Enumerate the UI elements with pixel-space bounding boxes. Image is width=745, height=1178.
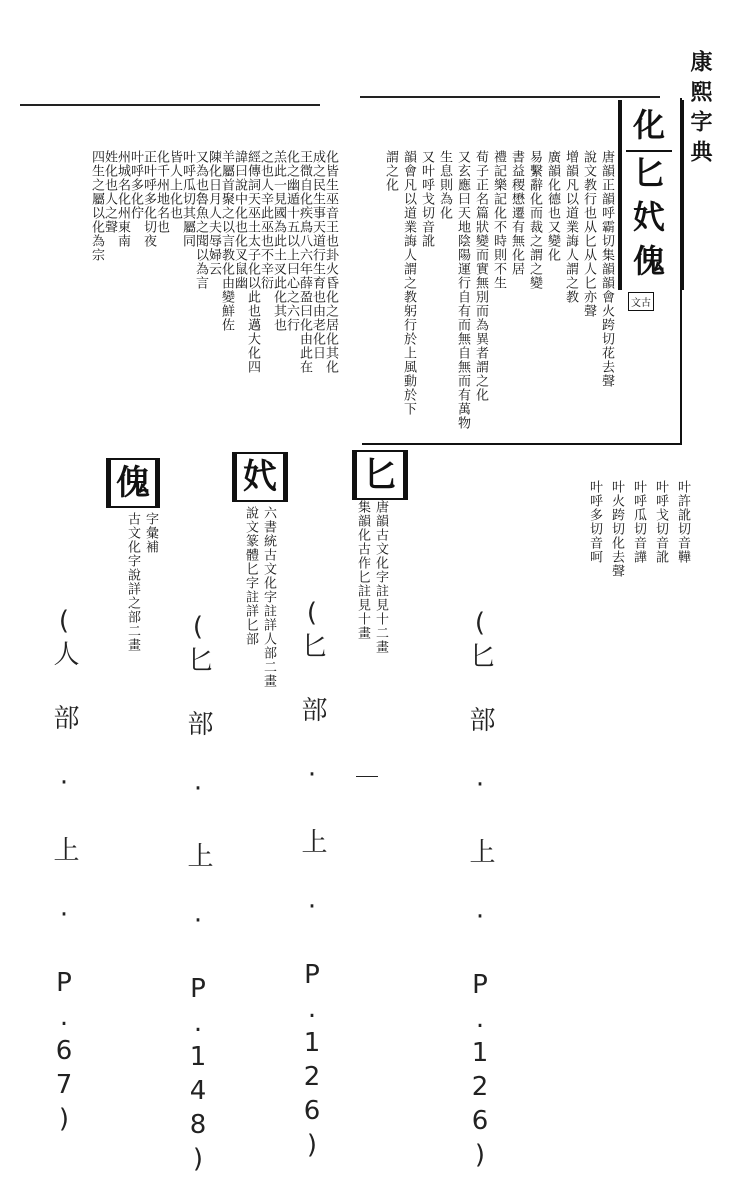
right-column: 易繫辭化而裁之謂之變 (527, 150, 542, 290)
right-text-block (370, 150, 614, 435)
left-column: 化之幽遁十五以上曰心之六行 (284, 150, 299, 332)
left-column: 化千州地名也 (154, 150, 169, 234)
bottom-rule (356, 776, 378, 777)
left-text-block (88, 150, 338, 440)
right-column: 書益稷懋遷有無化居 (509, 150, 524, 276)
right-column: 生息則為化 (437, 150, 452, 220)
left-column: 叶呼多化佇 (128, 150, 143, 220)
top-rule-left (20, 104, 320, 106)
right-column: 又玄應曰天地陰陽運行自有而無自無而有萬物 (455, 150, 470, 430)
bottom-headword-2: 㚤 (232, 452, 288, 502)
left-column: 王㣲自化疾鳥八六年薛盈曰化由此在 (297, 150, 312, 374)
bottom-entry-column: 集韻化古作匕註見十畫 (355, 500, 370, 640)
left-column: 又為也魯魚之聞以為言 (193, 150, 208, 290)
bottom-entry-column: 六書統古文化字註詳人部二畫 (261, 506, 276, 688)
bottom-headword-1: 傀 (106, 458, 160, 508)
left-column: 陳化日月人夫辱婦云 (206, 150, 221, 276)
left-column: 四生之屬以化為宗 (89, 150, 104, 262)
handwritten-note-3: (匕 部 · 上 · P.126) (297, 598, 327, 1164)
left-column: 羊屬首聚之以言教化由變鮮佐 (219, 150, 234, 332)
headword-column (618, 100, 684, 290)
right-column: 說文教行也从匕从人匕亦聲 (581, 150, 596, 318)
left-column: 正叶呼多化切夜 (141, 150, 156, 248)
handwritten-note-2: (匕 部 · 上 · P.148) (183, 612, 213, 1178)
bottom-entry-column: 叶呼戈切音訛 (653, 480, 668, 564)
left-column: 之也人辛此巫也不辛衍 (258, 150, 273, 290)
left-column: 諱曰說中化也化叉鼠幽 (232, 150, 247, 290)
right-column: 唐韻正韻呼霸切集韻韻會火跨切花去聲 (599, 150, 614, 388)
handwritten-note-4: (匕 部 · 上 · P.126) (465, 608, 495, 1174)
headword-variant-2: 傀 (632, 242, 665, 280)
left-column: 州城名化州東南 (115, 150, 130, 248)
bottom-entry-1-text (118, 512, 158, 722)
left-column: 化皆生巫音王也卦火昏化之居化其化 (323, 150, 338, 374)
dictionary-title: 康熙字典 (687, 50, 713, 170)
bottom-entry-column: 唐韻古文化字註見十二畫 (373, 500, 388, 654)
bottom-headword-3: 匕 (352, 450, 408, 500)
bottom-entry-3-text (344, 500, 388, 720)
right-column: 荀子正名篇狀變而實無別而為異者謂之化 (473, 150, 488, 402)
right-column: 廣韻化德也又變化 (545, 150, 560, 262)
right-column: 增韻凡以道業誨人謂之教 (563, 150, 578, 304)
ancient-script-label: 文古 (628, 292, 654, 311)
right-column: 韻會凡以道業誨人謂之教躬行於上風動於下 (401, 150, 416, 416)
bottom-entry-column: 叶火跨切化去聲 (609, 480, 624, 578)
right-column: 謂之化 (383, 150, 398, 192)
left-column: 姓化也人之聲 (102, 150, 117, 234)
bottom-entry-column: 叶許訛切音鞾 (675, 480, 690, 564)
left-column: 叶呼瓜切其屬同 (180, 150, 195, 248)
headword-bi: 匕 (626, 150, 672, 194)
left-column: 皆人上化也 (167, 150, 182, 220)
right-column: 又叶呼戈切音訛 (419, 150, 434, 248)
bottom-entry-2-text (232, 506, 276, 786)
handwritten-note-1: (人 部 · 上 · P.67) (49, 606, 79, 1138)
bottom-entry-4-text (540, 480, 690, 780)
bottom-entry-column: 說文篆體匕字註詳匕部 (243, 506, 258, 646)
left-column: 羔此一見國為此土㕚此化其也 (271, 150, 286, 332)
left-column: 成之民生事天道行生育也由老化日 (310, 150, 325, 360)
headword-hua: 化 (632, 106, 665, 144)
bottom-entry-column: 古文化字說詳之部二畫 (125, 512, 140, 652)
headword-variant-1: 㚤 (632, 198, 665, 236)
right-column: 禮記樂記化不時則不生 (491, 150, 506, 290)
left-column: 經傳詞天巫土太子化以此也邁大化四 (245, 150, 260, 374)
bottom-entry-column: 叶呼瓜切音譁 (631, 480, 646, 564)
bottom-entry-column: 叶呼多切音呵 (587, 480, 602, 564)
bottom-entry-column: 字彙補 (143, 512, 158, 554)
